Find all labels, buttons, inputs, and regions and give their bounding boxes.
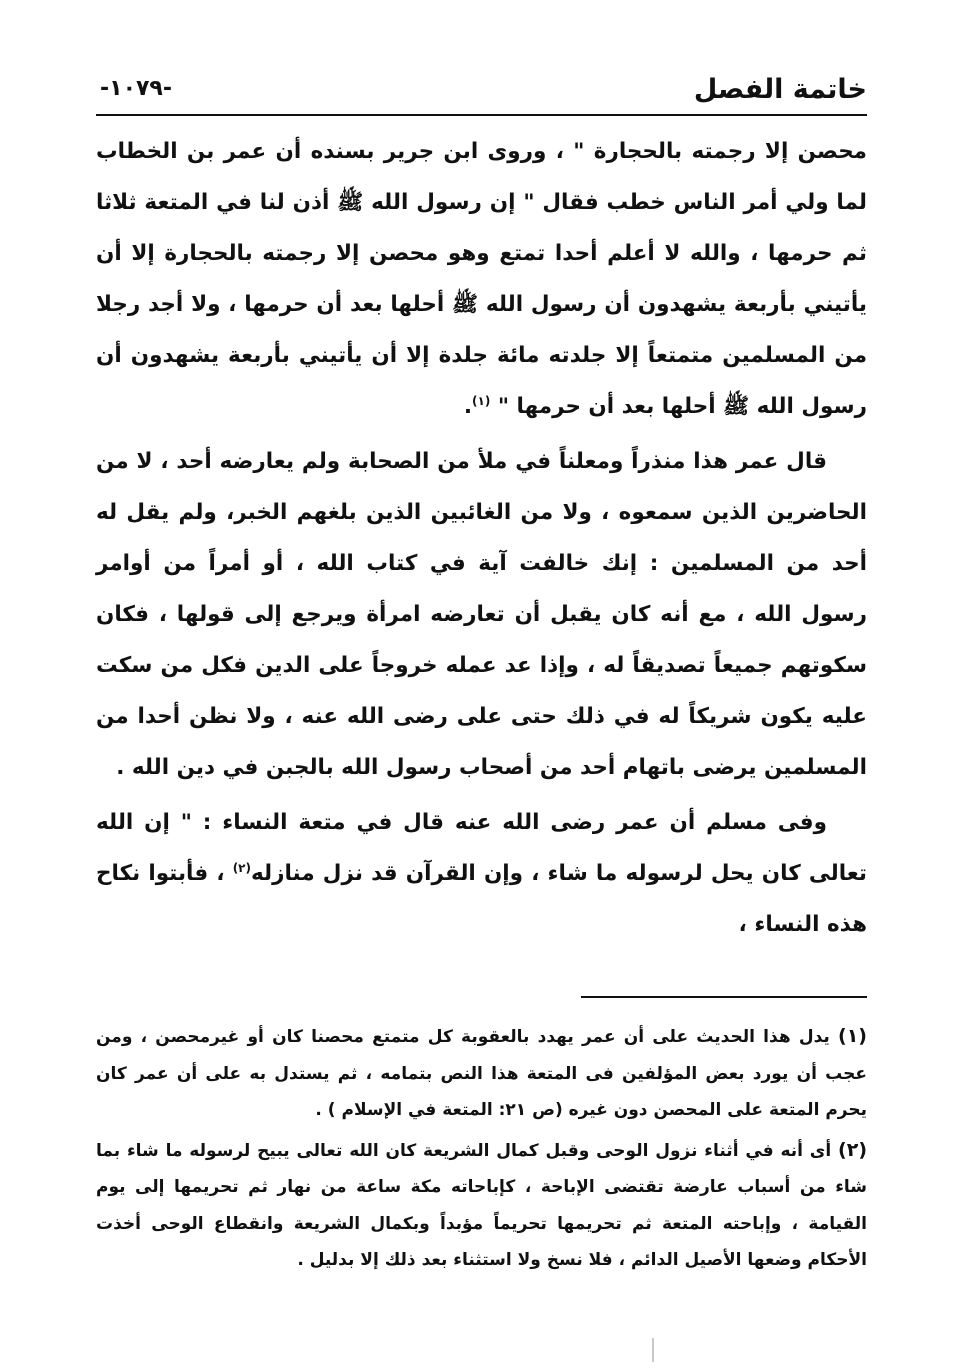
footnote-ref-2: (٢) <box>232 860 251 875</box>
footnote-1-text: يدل هذا الحديث على أن عمر يهدد بالعقوبة كل متمتع محصنا كان أو غيرمحصن ، ومن عجب أن يورد بعض المؤلفين فى المتعة هذا النص بتمامه ، ثم يستدل به على أن عمر كان يحرم المتعة على المحصن دون غيره (ص ٢١: المتعة في الإسلام ) . <box>96 1027 867 1120</box>
paragraph-2-text: قال عمر هذا منذراً ومعلناً في ملأ من الصحابة ولم يعارضه أحد ، لا من الحاضرين الذين سمعوه ، ولا من الغائبين الذين بلغهم الخبر، ولم يقل له أحد من المسلمين : إنك خالفت آية في كتاب الله ، أو أمراً من أوامر رسول الله ، مع أنه كان يقبل أن تعارضه امرأة ويرجع إلى قولها ، فكان سكوتهم جميعاً تصديقاً له ، وإذا عد عمله خروجاً على الدين فكل من سكت عليه يكون شريكاً له في ذلك حتى على رضى الله عنه ، ولا نظن أحدا من المسلمين يرضى باتهام أحد من أصحاب رسول الله بالجبن في دين الله . <box>96 449 867 780</box>
footnote-divider <box>581 996 867 998</box>
footnote-ref-1: (١) <box>472 393 491 408</box>
page-number: -١٠٧٩- <box>100 76 172 101</box>
paragraph-2 <box>96 436 867 793</box>
page-header <box>96 72 867 116</box>
footnote-1-number: (١) <box>838 1025 867 1047</box>
footnotes <box>96 1018 867 1282</box>
paragraph-1-tail: . <box>463 394 473 419</box>
scan-mark <box>652 1338 654 1362</box>
paragraph-1-text: محصن إلا رجمته بالحجارة " ، وروى ابن جرير بسنده أن عمر بن الخطاب لما ولي أمر الناس خطب فقال " إن رسول الله ﷺ أذن لنا في المتعة ثلاثا ثم حرمها ، والله لا أعلم أحدا تمتع وهو محصن إلا رجمته بالحجارة إلا أن يأتيني بأربعة يشهدون أن رسول الله ﷺ أحلها بعد أن حرمها ، ولا أجد رجلا من المسلمين متمتعاً إلا جلدته مائة جلدة إلا أن يأتيني بأربعة يشهدون أن رسول الله ﷺ أحلها بعد أن حرمها " <box>96 139 867 419</box>
footnote-2-text: أى أنه في أثناء نزول الوحى وقبل كمال الشريعة كان الله تعالى يبيح لرسوله ما شاء بما شاء من أسباب عارضة تقتضى الإباحة ، كإباحاته مكة ساعة من نهار ثم تحريمها إلى يوم القيامة ، وإباحته المتعة ثم تحريمها تحريماً مؤبداً وبكمال الشريعة وانقطاع الوحى أخذت الأحكام وضعها الأصيل الدائم ، فلا نسخ ولا استثناء بعد ذلك إلا بدليل . <box>96 1140 867 1270</box>
footnote-2-number: (٢) <box>838 1138 867 1161</box>
main-text <box>96 126 867 950</box>
footnote-2 <box>96 1132 867 1279</box>
footnote-1 <box>96 1018 867 1129</box>
chapter-title: خاتمة الفصل <box>693 74 867 105</box>
paragraph-1 <box>96 126 867 432</box>
paragraph-3 <box>96 797 867 950</box>
paragraph-3-tail: ، فأبتوا نكاح هذه النساء ، <box>96 861 867 937</box>
paragraph-3-text: وفى مسلم أن عمر رضى الله عنه قال في متعة النساء : " إن الله تعالى كان يحل لرسوله ما شاء ، وإن القرآن قد نزل منازله <box>96 810 867 886</box>
